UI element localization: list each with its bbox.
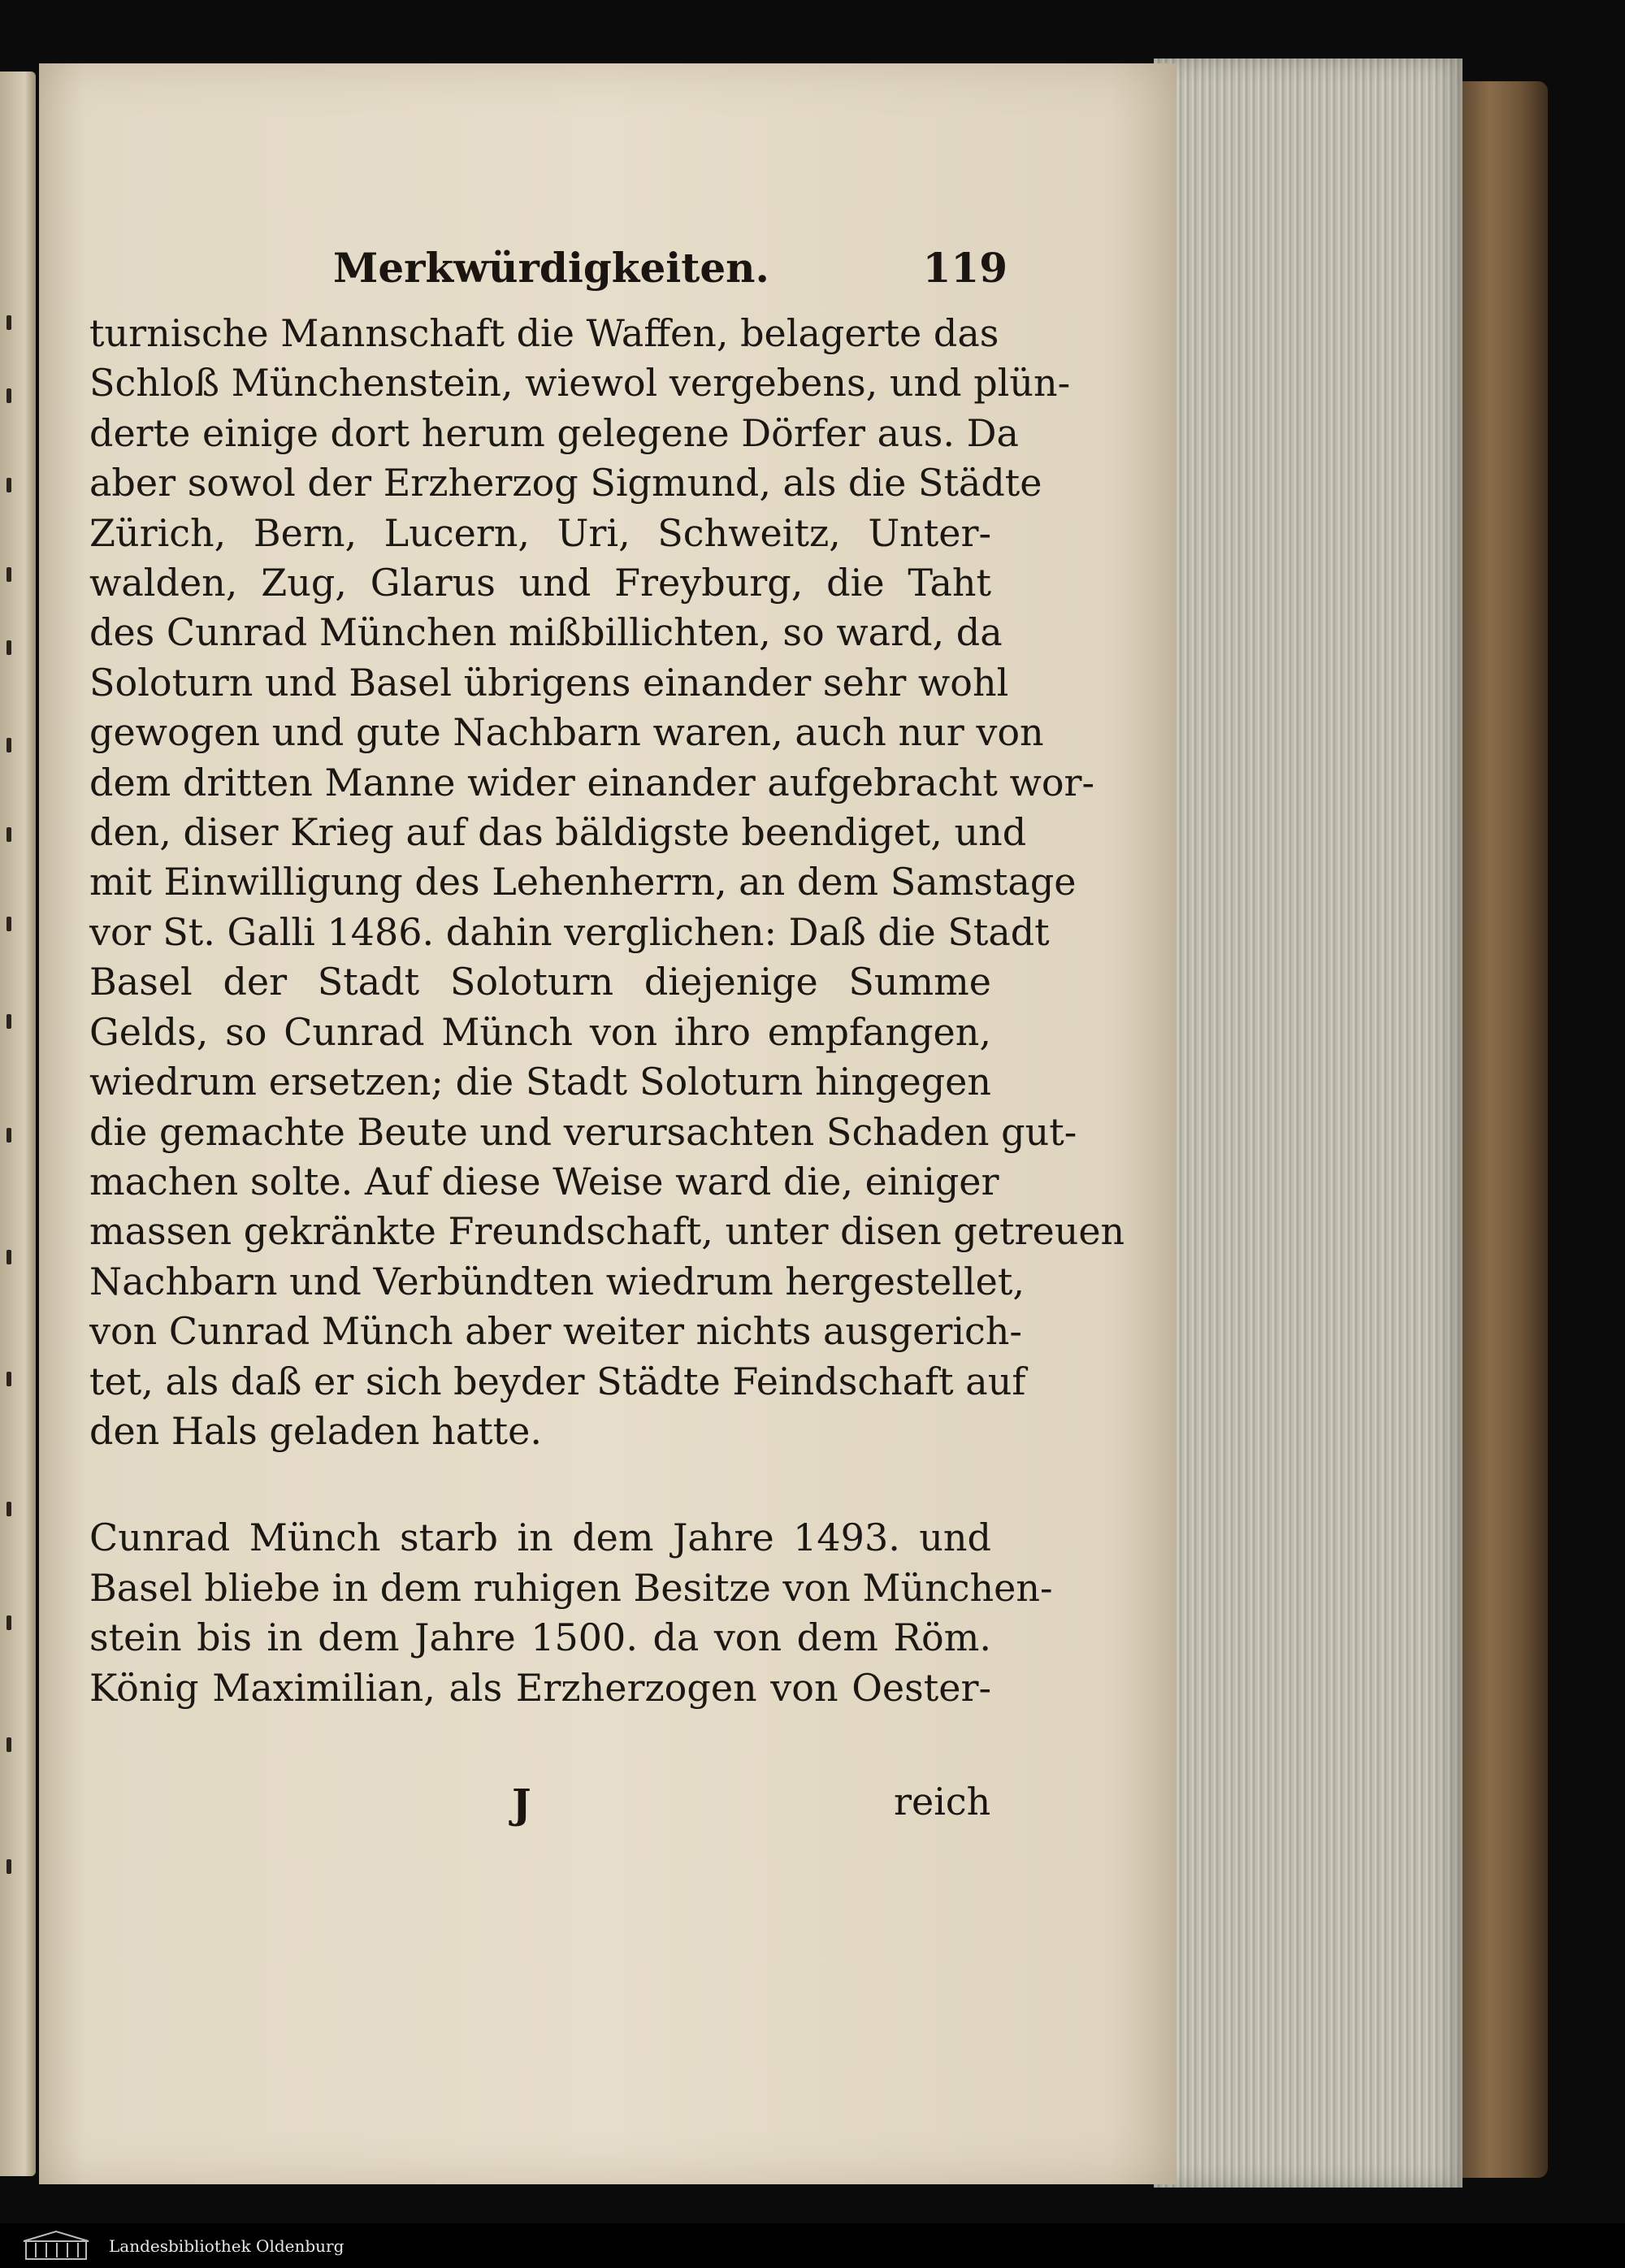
- text-line: derte einige dort herum gelegene Dörfer aus. Da: [89, 410, 1019, 455]
- text-line: König Maximilian, als Erzherzogen von Oester-: [89, 1665, 991, 1710]
- text-line: Nachbarn und Verbündten wiedrum hergestellet,: [89, 1259, 1025, 1303]
- left-facing-page: [0, 72, 36, 2176]
- text-line: die gemachte Beute und verursachten Schaden gut-: [89, 1109, 1077, 1154]
- text-line: aber sowol der Erzherzog Sigmund, als die Städte: [89, 461, 1042, 505]
- text-line: walden, Zug, Glarus und Freyburg, die Taht: [89, 561, 991, 605]
- text-line: Gelds, so Cunrad Münch von ihro empfangen,: [89, 1009, 991, 1054]
- text-line: machen solte. Auf diese Weise ward die, einiger: [89, 1159, 999, 1203]
- text-line: dem dritten Manne wider einander aufgebracht wor-: [89, 760, 1095, 804]
- paragraph-1: [89, 309, 1125, 1456]
- page-edges: [1154, 59, 1462, 2188]
- text-line: vor St. Galli 1486. dahin verglichen: Daß die Stadt: [89, 909, 1050, 954]
- text-line: massen gekränkte Freundschaft, unter disen getreuen: [89, 1209, 1125, 1254]
- running-head-title: Merkwürdigkeiten.: [333, 244, 769, 292]
- text-line: Schloß Münchenstein, wiewol vergebens, und plün-: [89, 361, 1071, 405]
- running-header: [333, 244, 1008, 292]
- text-line: tet, als daß er sich beyder Städte Feindschaft auf: [89, 1359, 1026, 1403]
- text-line: Zürich, Bern, Lucern, Uri, Schweitz, Unter-: [89, 510, 991, 555]
- text-line: turnische Mannschaft die Waffen, belagerte das: [89, 311, 999, 355]
- library-name: Landesbibliothek Oldenburg: [109, 2235, 344, 2256]
- text-line: den Hals geladen hatte.: [89, 1408, 542, 1453]
- text-line: Basel der Stadt Soloturn diejenige Summe: [89, 960, 991, 1004]
- text-line: Soloturn und Basel übrigens einander sehr wohl: [89, 660, 1009, 705]
- text-line: wiedrum ersetzen; die Stadt Soloturn hingegen: [89, 1060, 991, 1104]
- text-line: des Cunrad München mißbillichten, so ward, da: [89, 610, 1003, 655]
- text-line: den, diser Krieg auf das bäldigste beendiget, und: [89, 810, 1027, 855]
- text-line: stein bis in dem Jahre 1500. da von dem Röm.: [89, 1615, 991, 1660]
- paragraph-gap: [89, 1456, 991, 1513]
- library-building-icon: [20, 2230, 93, 2262]
- page-number: 119: [922, 244, 1008, 292]
- book-cover-edge: [1458, 81, 1548, 2178]
- text-line: Basel bliebe in dem ruhigen Besitze von München-: [89, 1565, 1053, 1610]
- text-line: Cunrad Münch starb in dem Jahre 1493. und: [89, 1516, 991, 1560]
- paragraph-2: [89, 1513, 1053, 1713]
- signature-mark: J: [512, 1780, 531, 1828]
- catchword: reich: [894, 1780, 991, 1824]
- text-line: gewogen und gute Nachbarn waren, auch nur von: [89, 710, 1044, 755]
- text-line: von Cunrad Münch aber weiter nichts ausgerich-: [89, 1309, 1022, 1354]
- body-text: [89, 309, 1125, 1713]
- text-line: mit Einwilligung des Lehenherrn, an dem Samstage: [89, 860, 1077, 904]
- footer-bar: [0, 2223, 1625, 2268]
